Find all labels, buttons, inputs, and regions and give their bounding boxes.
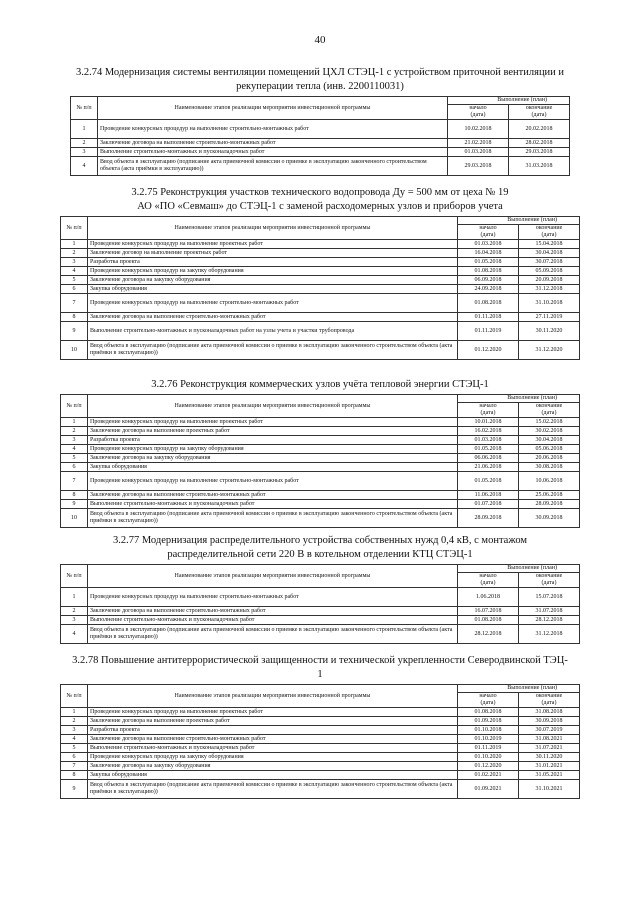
start-date: 28.12.2018 bbox=[458, 625, 519, 644]
start-date: 1.06.2018 bbox=[458, 588, 519, 607]
stage-name: Заключение договора на выполнение строительно-монтажных работ bbox=[88, 313, 458, 322]
row-number: 3 bbox=[71, 148, 98, 157]
start-date: 24.09.2018 bbox=[458, 285, 519, 294]
header-plan: Выполнение (план) bbox=[458, 395, 580, 403]
table-row bbox=[61, 708, 580, 717]
plan-table bbox=[60, 394, 580, 528]
stage-name: Ввод объекта в эксплуатацию (подписание акта приемочной комиссии о приемке в эксплуатацию законченного строительством объекта (акта приёмки в эксплуатацию)) bbox=[98, 157, 448, 176]
row-number: 7 bbox=[61, 472, 88, 491]
row-number: 1 bbox=[71, 120, 98, 139]
end-date: 28.02.2018 bbox=[509, 139, 570, 148]
start-date: 01.09.2021 bbox=[458, 780, 519, 799]
start-date: 01.11.2019 bbox=[458, 744, 519, 753]
start-date: 01.08.2018 bbox=[458, 616, 519, 625]
stage-name: Заключение договора на выполнение проектных работ bbox=[88, 717, 458, 726]
row-number: 6 bbox=[61, 463, 88, 472]
header-end-sub: (дата) bbox=[519, 232, 580, 240]
end-date: 30.04.2018 bbox=[519, 436, 580, 445]
row-number: 10 bbox=[61, 341, 88, 360]
table-row bbox=[61, 625, 580, 644]
end-date: 10.06.2018 bbox=[519, 472, 580, 491]
end-date: 30.11.2020 bbox=[519, 753, 580, 762]
start-date: 11.06.2018 bbox=[458, 491, 519, 500]
header-row bbox=[61, 685, 580, 693]
stage-name: Разработка проекта bbox=[88, 258, 458, 267]
row-number: 8 bbox=[61, 313, 88, 322]
start-date: 21.02.2018 bbox=[448, 139, 509, 148]
start-date: 10.02.2018 bbox=[448, 120, 509, 139]
row-number: 4 bbox=[61, 445, 88, 454]
start-date: 01.05.2018 bbox=[458, 472, 519, 491]
table-row bbox=[61, 491, 580, 500]
stage-name: Заключение договора на выполнение проектных работ bbox=[88, 427, 458, 436]
stage-name: Проведение конкурсных процедур на выполнение проектных работ bbox=[88, 418, 458, 427]
header-plan: Выполнение (план) bbox=[458, 217, 580, 225]
section-3-2-76 bbox=[0, 378, 640, 528]
start-date: 01.11.2019 bbox=[458, 322, 519, 341]
header-num: № п/п bbox=[61, 395, 88, 418]
table-row bbox=[61, 463, 580, 472]
end-date: 29.03.2018 bbox=[509, 148, 570, 157]
row-number: 1 bbox=[61, 708, 88, 717]
end-date: 31.10.2018 bbox=[519, 294, 580, 313]
row-number: 4 bbox=[61, 625, 88, 644]
page-number: 40 bbox=[314, 34, 326, 46]
start-date: 16.02.2018 bbox=[458, 427, 519, 436]
section-3-2-78 bbox=[0, 654, 640, 799]
stage-name: Проведение конкурсных процедур на выполнение проектных работ bbox=[88, 240, 458, 249]
section-title: 3.2.75 Реконструкция участков технического водопровода Ду = 500 мм от цеха № 19 АО «ПО «Севмаш» до СТЭЦ-1 с заменой расходомерных узлов и приборов учета bbox=[131, 187, 509, 212]
row-number: 8 bbox=[61, 491, 88, 500]
stage-name: Проведение конкурсных процедур на выполнение строительно-монтажных работ bbox=[88, 472, 458, 491]
end-date: 31.03.2018 bbox=[509, 157, 570, 176]
stage-name: Проведение конкурсных процедур на выполнение строительно-монтажных работ bbox=[98, 120, 448, 139]
section-3-2-77 bbox=[0, 534, 640, 644]
start-date: 16.04.2018 bbox=[458, 249, 519, 258]
end-date: 30.04.2018 bbox=[519, 249, 580, 258]
row-number: 3 bbox=[61, 726, 88, 735]
stage-name: Заключение договора на закупку оборудования bbox=[88, 762, 458, 771]
table-row bbox=[61, 267, 580, 276]
end-date: 28.09.2018 bbox=[519, 500, 580, 509]
row-number: 7 bbox=[61, 294, 88, 313]
header-end-sub: (дата) bbox=[519, 700, 580, 708]
section-title: 3.2.74 Модернизация системы вентиляции помещений ЦХЛ СТЭЦ-1 с устройством приточной вентиляции и рекуперации тепла (инв. 2200110031) bbox=[75, 67, 565, 92]
stage-name: Выполнение строительно-монтажных и пусконаладочных работ bbox=[88, 744, 458, 753]
end-date: 20.06.2018 bbox=[519, 454, 580, 463]
row-number: 1 bbox=[61, 240, 88, 249]
header-start-sub: (дата) bbox=[458, 700, 519, 708]
header-end-sub: (дата) bbox=[519, 580, 580, 588]
stage-name: Ввод объекта в эксплуатацию (подписание акта приемочной комиссии о приемке в эксплуатацию законченного строительством объекта (акта приёмки в эксплуатацию)) bbox=[88, 625, 458, 644]
header-end: окончание bbox=[509, 105, 570, 113]
row-number: 2 bbox=[61, 607, 88, 616]
end-date: 31.12.2018 bbox=[519, 285, 580, 294]
start-date: 01.12.2020 bbox=[458, 762, 519, 771]
end-date: 27.11.2019 bbox=[519, 313, 580, 322]
stage-name: Заключение договора на выполнение строительно-монтажных работ bbox=[88, 491, 458, 500]
table-row bbox=[71, 157, 570, 176]
start-date: 21.06.2018 bbox=[458, 463, 519, 472]
header-stages: Наименование этапов реализации мероприятия инвестиционной программы bbox=[88, 685, 458, 708]
table-row bbox=[61, 249, 580, 258]
header-plan: Выполнение (план) bbox=[458, 565, 580, 573]
header-end: окончание bbox=[519, 225, 580, 233]
start-date: 06.09.2018 bbox=[458, 276, 519, 285]
end-date: 31.08.2018 bbox=[519, 708, 580, 717]
start-date: 01.10.2020 bbox=[458, 753, 519, 762]
stage-name: Выполнение строительно-монтажных и пусконаладочных работ bbox=[88, 616, 458, 625]
header-end-sub: (дата) bbox=[519, 410, 580, 418]
stage-name: Выполнение строительно-монтажных и пусконаладочных работ bbox=[98, 148, 448, 157]
start-date: 06.06.2018 bbox=[458, 454, 519, 463]
row-number: 2 bbox=[71, 139, 98, 148]
start-date: 01.05.2018 bbox=[458, 445, 519, 454]
table-row bbox=[61, 616, 580, 625]
header-row bbox=[61, 217, 580, 225]
plan-table bbox=[60, 564, 580, 644]
start-date: 01.10.2018 bbox=[458, 726, 519, 735]
header-start-sub: (дата) bbox=[458, 580, 519, 588]
table-row bbox=[61, 445, 580, 454]
start-date: 16.07.2018 bbox=[458, 607, 519, 616]
stage-name: Заключение договора на выполнение строительно-монтажных работ bbox=[88, 607, 458, 616]
section-3-2-74 bbox=[0, 66, 640, 176]
header-start: начало bbox=[458, 225, 519, 233]
header-num: № п/п bbox=[61, 217, 88, 240]
end-date: 30.09.2018 bbox=[519, 717, 580, 726]
header-stages: Наименование этапов реализации мероприятия инвестиционной программы bbox=[88, 565, 458, 588]
table-row bbox=[61, 607, 580, 616]
header-stages: Наименование этапов реализации мероприятия инвестиционной программы bbox=[88, 217, 458, 240]
header-plan: Выполнение (план) bbox=[448, 97, 570, 105]
table-row bbox=[61, 472, 580, 491]
end-date: 20.02.2018 bbox=[509, 120, 570, 139]
table-row bbox=[61, 313, 580, 322]
stage-name: Проведение конкурсных процедур на закупку оборудования bbox=[88, 753, 458, 762]
end-date: 31.12.2020 bbox=[519, 341, 580, 360]
stage-name: Заключение договора на закупку оборудования bbox=[88, 276, 458, 285]
start-date: 01.03.2018 bbox=[458, 436, 519, 445]
table-row bbox=[61, 454, 580, 463]
stage-name: Заключение договора на выполнение строительно-монтажных работ bbox=[88, 735, 458, 744]
table-row bbox=[61, 294, 580, 313]
header-start-sub: (дата) bbox=[448, 112, 509, 120]
end-date: 20.09.2018 bbox=[519, 276, 580, 285]
start-date: 01.08.2018 bbox=[458, 294, 519, 313]
end-date: 30.11.2020 bbox=[519, 322, 580, 341]
row-number: 4 bbox=[61, 267, 88, 276]
header-start-sub: (дата) bbox=[458, 232, 519, 240]
start-date: 01.03.2018 bbox=[458, 240, 519, 249]
end-date: 31.07.2018 bbox=[519, 607, 580, 616]
table-row bbox=[61, 780, 580, 799]
table-row bbox=[61, 322, 580, 341]
table-row bbox=[61, 744, 580, 753]
header-start: начало bbox=[458, 693, 519, 701]
end-date: 30.07.2019 bbox=[519, 726, 580, 735]
end-date: 30.02.2018 bbox=[519, 427, 580, 436]
row-number: 6 bbox=[61, 753, 88, 762]
section-title: 3.2.78 Повышение антитеррористической защищенности и технической укрепленности Северодвинской ТЭЦ- 1 bbox=[72, 655, 568, 680]
section-3-2-75 bbox=[0, 186, 640, 360]
header-row bbox=[61, 565, 580, 573]
header-stages: Наименование этапов реализации мероприятия инвестиционной программы bbox=[98, 97, 448, 120]
end-date: 05.09.2018 bbox=[519, 267, 580, 276]
row-number: 4 bbox=[71, 157, 98, 176]
start-date: 01.10.2019 bbox=[458, 735, 519, 744]
end-date: 30.09.2018 bbox=[519, 509, 580, 528]
stage-name: Выполнение строительно-монтажных и пусконаладочных работ bbox=[88, 500, 458, 509]
end-date: 25.06.2018 bbox=[519, 491, 580, 500]
start-date: 01.02.2021 bbox=[458, 771, 519, 780]
row-number: 8 bbox=[61, 771, 88, 780]
table-row bbox=[61, 753, 580, 762]
header-row bbox=[71, 97, 570, 105]
header-end-sub: (дата) bbox=[509, 112, 570, 120]
stage-name: Разработка проекта bbox=[88, 436, 458, 445]
header-num: № п/п bbox=[71, 97, 98, 120]
table-row bbox=[61, 240, 580, 249]
start-date: 01.03.2018 bbox=[448, 148, 509, 157]
header-num: № п/п bbox=[61, 685, 88, 708]
header-plan: Выполнение (план) bbox=[458, 685, 580, 693]
table-row bbox=[61, 418, 580, 427]
table-row bbox=[71, 139, 570, 148]
start-date: 01.09.2018 bbox=[458, 717, 519, 726]
start-date: 01.07.2018 bbox=[458, 500, 519, 509]
header-row bbox=[61, 395, 580, 403]
end-date: 15.07.2018 bbox=[519, 588, 580, 607]
table-row bbox=[61, 588, 580, 607]
stage-name: Проведение конкурсных процедур на выполнение строительно-монтажных работ bbox=[88, 294, 458, 313]
start-date: 01.12.2020 bbox=[458, 341, 519, 360]
stage-name: Закупка оборудования bbox=[88, 771, 458, 780]
row-number: 9 bbox=[61, 500, 88, 509]
header-num: № п/п bbox=[61, 565, 88, 588]
row-number: 3 bbox=[61, 258, 88, 267]
start-date: 10.01.2018 bbox=[458, 418, 519, 427]
end-date: 31.01.2021 bbox=[519, 762, 580, 771]
stage-name: Заключение договора на закупку оборудования bbox=[88, 454, 458, 463]
row-number: 5 bbox=[61, 454, 88, 463]
table-row bbox=[61, 726, 580, 735]
row-number: 10 bbox=[61, 509, 88, 528]
header-end: окончание bbox=[519, 573, 580, 581]
end-date: 05.06.2018 bbox=[519, 445, 580, 454]
start-date: 28.09.2018 bbox=[458, 509, 519, 528]
start-date: 01.08.2018 bbox=[458, 267, 519, 276]
start-date: 01.11.2018 bbox=[458, 313, 519, 322]
stage-name: Проведение конкурсных процедур на выполнение проектных работ bbox=[88, 708, 458, 717]
row-number: 1 bbox=[61, 588, 88, 607]
stage-name: Проведение конкурсных процедур на закупку оборудования bbox=[88, 445, 458, 454]
table-row bbox=[61, 258, 580, 267]
end-date: 30.08.2018 bbox=[519, 463, 580, 472]
stage-name: Заключение договора на выполнение строительно-монтажных работ bbox=[98, 139, 448, 148]
row-number: 2 bbox=[61, 427, 88, 436]
end-date: 31.10.2021 bbox=[519, 780, 580, 799]
table-row bbox=[61, 771, 580, 780]
start-date: 01.08.2018 bbox=[458, 708, 519, 717]
table-row bbox=[61, 341, 580, 360]
plan-table bbox=[60, 216, 580, 360]
table-row bbox=[61, 762, 580, 771]
header-start: начало bbox=[458, 573, 519, 581]
end-date: 15.02.2018 bbox=[519, 418, 580, 427]
end-date: 31.08.2021 bbox=[519, 735, 580, 744]
header-stages: Наименование этапов реализации мероприятия инвестиционной программы bbox=[88, 395, 458, 418]
table-row bbox=[61, 509, 580, 528]
header-end: окончание bbox=[519, 403, 580, 411]
section-title: 3.2.77 Модернизация распределительного устройства собственных нужд 0,4 кВ, с монтажом распределительной сети 220 В в котельном отделении КТЦ СТЭЦ-1 bbox=[112, 535, 528, 560]
row-number: 6 bbox=[61, 285, 88, 294]
stage-name: Разработка проекта bbox=[88, 726, 458, 735]
stage-name: Заключение договор на выполнение проектных работ bbox=[88, 249, 458, 258]
end-date: 15.04.2018 bbox=[519, 240, 580, 249]
start-date: 29.03.2018 bbox=[448, 157, 509, 176]
row-number: 7 bbox=[61, 762, 88, 771]
stage-name: Проведение конкурсных процедур на закупку оборудования bbox=[88, 267, 458, 276]
header-start-sub: (дата) bbox=[458, 410, 519, 418]
section-title: 3.2.76 Реконструкция коммерческих узлов учёта тепловой энергии СТЭЦ-1 bbox=[151, 379, 489, 390]
header-start: начало bbox=[458, 403, 519, 411]
end-date: 28.12.2018 bbox=[519, 616, 580, 625]
header-start: начало bbox=[448, 105, 509, 113]
row-number: 3 bbox=[61, 436, 88, 445]
end-date: 31.12.2018 bbox=[519, 625, 580, 644]
row-number: 9 bbox=[61, 322, 88, 341]
table-row bbox=[61, 285, 580, 294]
end-date: 31.07.2021 bbox=[519, 744, 580, 753]
stage-name: Ввод объекта в эксплуатацию (подписание акта приемочной комиссии о приемке в эксплуатацию законченного строительством объекта (акта приёмки в эксплуатацию)) bbox=[88, 341, 458, 360]
plan-table bbox=[70, 96, 570, 176]
stage-name: Выполнение строительно-монтажных и пусконаладочных работ на узлы учета и участки трубопровода bbox=[88, 322, 458, 341]
end-date: 30.07.2018 bbox=[519, 258, 580, 267]
table-row bbox=[61, 500, 580, 509]
table-row bbox=[71, 148, 570, 157]
table-row bbox=[61, 276, 580, 285]
row-number: 5 bbox=[61, 276, 88, 285]
row-number: 4 bbox=[61, 735, 88, 744]
stage-name: Закупка оборудования bbox=[88, 463, 458, 472]
table-row bbox=[61, 427, 580, 436]
end-date: 31.05.2021 bbox=[519, 771, 580, 780]
header-end: окончание bbox=[519, 693, 580, 701]
start-date: 01.05.2018 bbox=[458, 258, 519, 267]
row-number: 9 bbox=[61, 780, 88, 799]
row-number: 5 bbox=[61, 744, 88, 753]
table-row bbox=[71, 120, 570, 139]
table-row bbox=[61, 735, 580, 744]
table-row bbox=[61, 717, 580, 726]
row-number: 3 bbox=[61, 616, 88, 625]
plan-table bbox=[60, 684, 580, 799]
stage-name: Ввод объекта в эксплуатацию (подписание акта приемочной комиссии о приемке в эксплуатацию законченного строительством объекта (акта приёмки в эксплуатацию)) bbox=[88, 509, 458, 528]
row-number: 1 bbox=[61, 418, 88, 427]
stage-name: Ввод объекта в эксплуатацию (подписание акта приемочной комиссии о приемке в эксплуатацию законченного строительством объекта (акта приёмки в эксплуатацию)) bbox=[88, 780, 458, 799]
stage-name: Закупка оборудования bbox=[88, 285, 458, 294]
table-row bbox=[61, 436, 580, 445]
row-number: 2 bbox=[61, 717, 88, 726]
stage-name: Проведение конкурсных процедур на выполнение строительно-монтажных работ bbox=[88, 588, 458, 607]
row-number: 2 bbox=[61, 249, 88, 258]
